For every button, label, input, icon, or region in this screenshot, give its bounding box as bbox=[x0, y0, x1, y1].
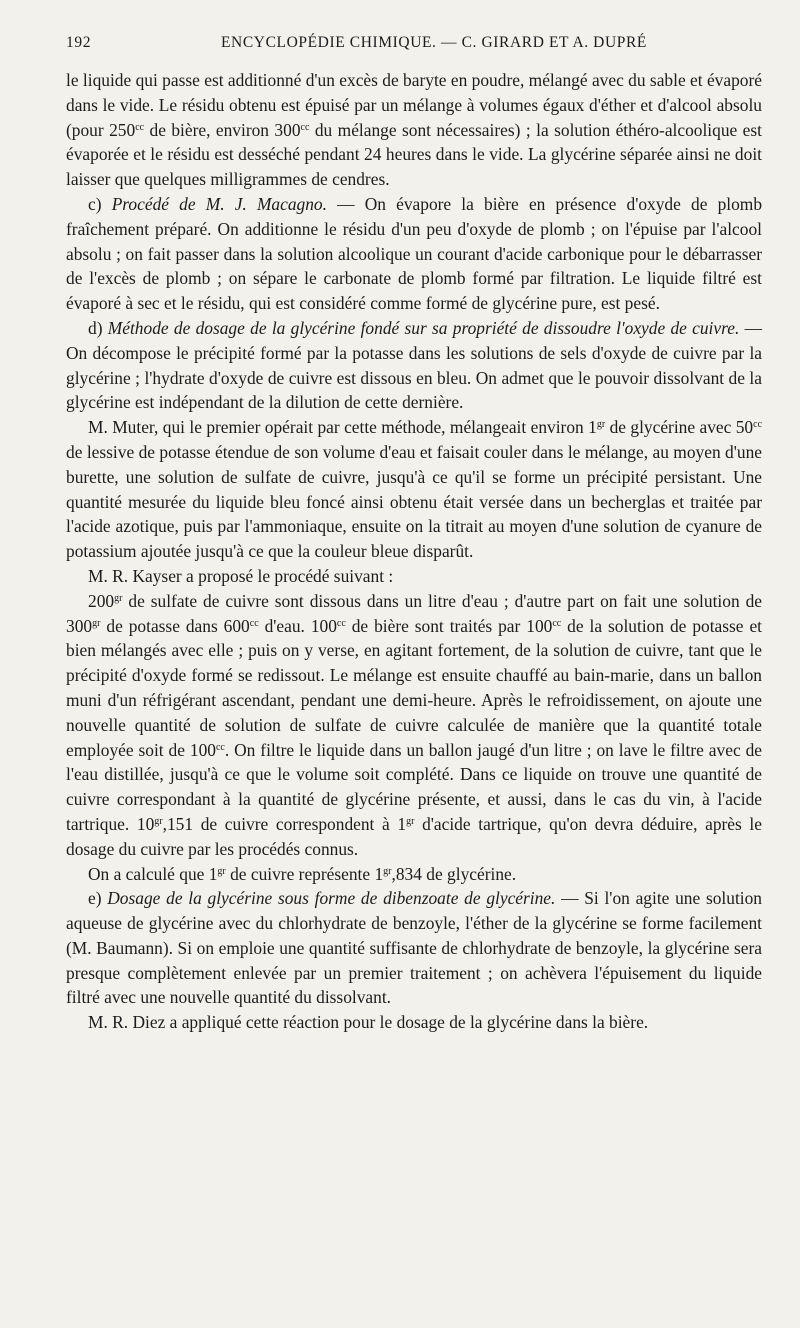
paragraph-diez: M. R. Diez a appliqué cette réaction pour le dosage de la glycérine dans la bière. bbox=[88, 1012, 649, 1033]
section-heading: Procédé de M. J. Macagno. bbox=[111, 193, 327, 214]
paragraph-kayser-procedure: $200^{gr}$ de sulfate de cuivre sont dissous dans un litre d'eau ; d'autre part on fait une solution de $300^{gr}$ de potasse dans $600^{cc}$ d'eau. $100^{cc}$ de bière sont traités par $100^{cc}$ de la solution de potasse et bien mélangés avec elle ; puis on y verse, en agitant fortement, de la solution de cuivre, tant que le précipité d'oxyde formé se redissout. Le mélange est ensuite chauffé au bain-marie, dans un ballon muni d'un réfrigérant ascendant, pendant une demi-heure. Après le refroidissement, on ajoute une nouvelle quantité de solution de sulfate de cuivre calculée de manière que la quantité totale employée soit de $100^{cc}$. On filtre le liquide dans un ballon jaugé d'un litre ; on lave le filtre avec de l'eau distillée, jusqu'à ce que le volume soit complété. Dans ce liquide on trouve une quantité de cuivre correspondant à la quantité de glycérine présente, et aussi, dans le cas du vin, à l'acide tartrique. $10^{gr},151$ de cuivre correspondent à $1^{gr}$ d'acide tartrique, qu'on devra déduire, après le dosage du cuivre par les procédés connus. bbox=[66, 590, 762, 859]
paragraph-continuation: le liquide qui passe est additionné d'un excès de baryte en poudre, mélangé avec du sable et évaporé dans le vide. Le résidu obtenu est épuisé par un mélange à volumes égaux d'éther et d'alcool absolu (pour $250^{cc}$ de bière, environ $300^{cc}$ du mélange sont nécessaires) ; la solution éthéro-alcoolique est évaporée et le résidu est desséché pendant 24 heures dans le vide. La glycérine séparée ainsi ne doit laisser que quelques milligrammes de cendres. bbox=[66, 70, 762, 190]
paragraph-macagno: c) Procédé de M. J. Macagno. — On évapore la bière en présence d'oxyde de plomb fraîchement préparé. On additionne le résidu d'un peu d'oxyde de plomb ; on l'épuise par l'alcool absolu ; on fait passer dans la solution alcoolique un courant d'acide carbonique pour le débarrasser de l'excès de plomb ; on sépare le carbonate de plomb formé par filtration. Le liquide filtré est évaporé à sec et le résidu, qui est considéré comme formé de glycérine pure, est pesé. bbox=[66, 193, 763, 314]
paragraph-copper-method: d) Méthode de dosage de la glycérine fondé sur sa propriété de dissoudre l'oxyde de cuivre. — On décompose le précipité formé par la potasse dans les solutions de sels d'oxyde de cuivre par la glycérine ; l'hydrate d'oxyde de cuivre est dissous en bleu. On admet que le pouvoir dissolvant de la glycérine est indépendant de la dilution de cette dernière. bbox=[66, 317, 762, 413]
paragraph-dibenzoate: e) Dosage de la glycérine sous forme de dibenzoate de glycérine. — Si l'on agite une solution aqueuse de glycérine avec du chlorhydrate de benzoyle, l'éther de la glycérine se forme facilement (M. Baumann). Si on emploie une quantité suffisante de chlorhydrate de benzoyle, la glycérine sera presque complètement enlevée par un premier traitement ; on achèvera l'épuisement du liquide filtré avec une nouvelle quantité du dissolvant. bbox=[66, 888, 762, 1008]
section-heading: Dosage de la glycérine sous forme de dibenzoate de glycérine. bbox=[107, 888, 556, 909]
section-heading: Méthode de dosage de la glycérine fondé sur sa propriété de dissoudre l'oxyde de cuivre. bbox=[107, 317, 740, 338]
running-title: ENCYCLOPÉDIE CHIMIQUE. — C. GIRARD ET A. DUPRÉ bbox=[220, 34, 647, 51]
paragraph-kayser-intro: M. R. Kayser a proposé le procédé suivant : bbox=[88, 565, 394, 586]
page-number: 192 bbox=[66, 34, 92, 51]
paragraph-calculation: On a calculé que $1^{gr}$ de cuivre représente $1^{gr},834$ de glycérine. bbox=[88, 863, 517, 884]
paragraph-muter: M. Muter, qui le premier opérait par cette méthode, mélangeait environ $1^{gr}$ de glycérine avec $50^{cc}$ de lessive de potasse étendue de son volume d'eau et faisait couler dans le mélange, au moyen d'une burette, une solution de sulfate de cuivre, jusqu'à ce qu'il se forme un précipité persistant. Une quantité mesurée du liquide bleu foncé ainsi obtenu était versée dans un becherglas et traitée par l'acide azotique, puis par l'ammoniaque, ensuite on la titrait au moyen d'une solution de cyanure de potassium ajoutée jusqu'à ce que la couleur bleue disparût. bbox=[66, 417, 763, 562]
running-header bbox=[66, 34, 762, 62]
body-text bbox=[66, 68, 762, 1035]
